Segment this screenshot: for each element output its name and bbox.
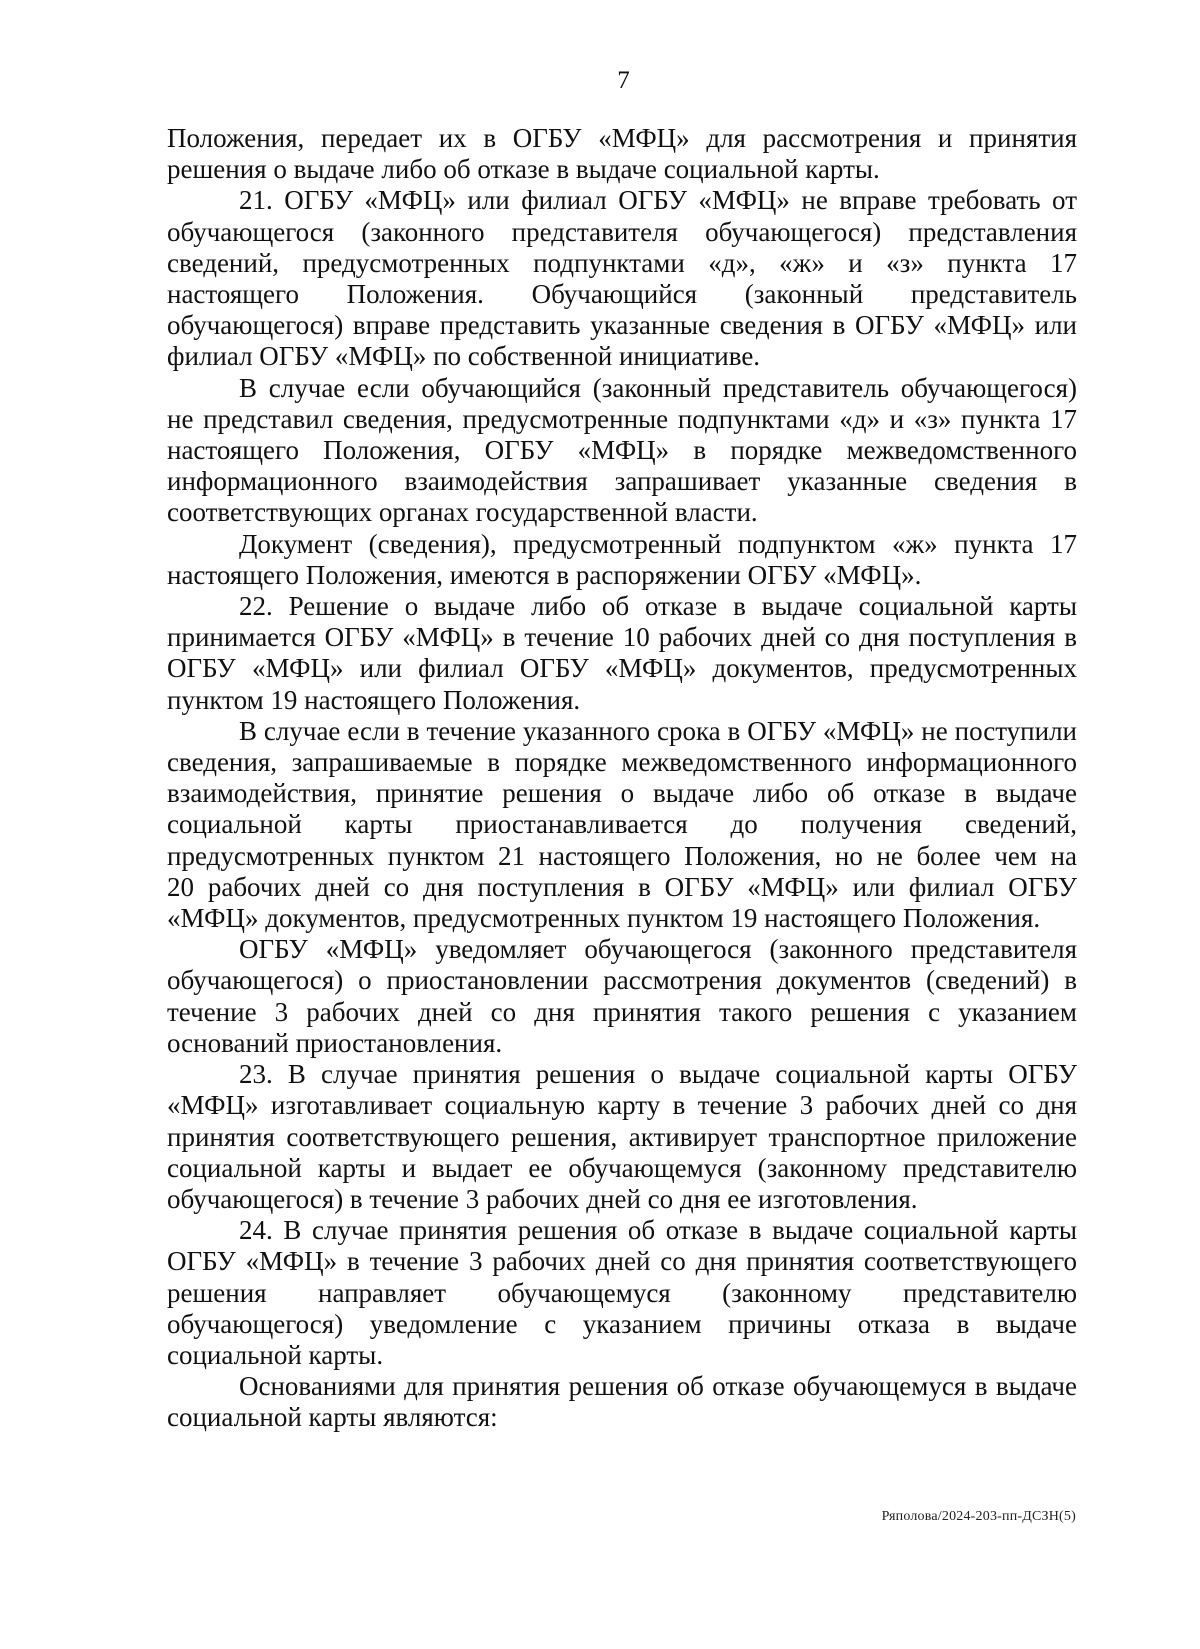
paragraph-item-21: 21. ОГБУ «МФЦ» или филиал ОГБУ «МФЦ» не вправе требовать от обучающегося (законного представителя обучающегося) представления сведений, предусмотренных подпунктами «д», «ж» и «з» пункта 17 настоящего Положения. Обучающийся (законный представитель обучающегося) вправе представить указанные сведения в ОГБУ «МФЦ» или филиал ОГБУ «МФЦ» по собственной инициативе. <box>167 185 1077 372</box>
paragraph-item-22-case: В случае если в течение указанного срока в ОГБУ «МФЦ» не поступили сведения, запрашиваемые в порядке межведомственного информационного взаимодействия, принятие решения о выдаче либо об отказе в выдаче социальной карты приостанавливается до получения сведений, предусмотренных пунктом 21 настоящего Положения, но не более чем на <box>167 715 1077 871</box>
paragraph-item-21-document: Документ (сведения), предусмотренный подпунктом «ж» пункта 17 настоящего Положения, имеются в распоряжении ОГБУ «МФЦ». <box>167 528 1077 590</box>
paragraph-item-22: 22. Решение о выдаче либо об отказе в выдаче социальной карты принимается ОГБУ «МФЦ» в течение 10 рабочих дней со дня поступления в ОГБУ «МФЦ» или филиал ОГБУ «МФЦ» документов, предусмотренных пунктом 19 настоящего Положения. <box>167 591 1077 715</box>
paragraph-item-22-notice: ОГБУ «МФЦ» уведомляет обучающегося (законного представителя обучающегося) о приостановлении рассмотрения документов (сведений) в течение 3 рабочих дней со дня принятия такого решения с указанием оснований приостановления. <box>167 934 1077 1058</box>
paragraph-item-22-case-continuation: 20 рабочих дней со дня поступления в ОГБУ «МФЦ» или филиал ОГБУ «МФЦ» документов, предусмотренных пунктом 19 настоящего Положения. <box>167 871 1077 934</box>
paragraph-item-24-grounds: Основаниями для принятия решения об отказе обучающемуся в выдаче социальной карты являются: <box>167 1371 1077 1433</box>
document-reference: Ряполова/2024-203-пп-ДСЗН(5) <box>881 1509 1076 1524</box>
page-number: 7 <box>617 67 630 94</box>
paragraph-continuation: Положения, передает их в ОГБУ «МФЦ» для рассмотрения и принятия решения о выдаче либо об отказе в выдаче социальной карты. <box>167 123 1077 185</box>
paragraph-item-23: 23. В случае принятия решения о выдаче социальной карты ОГБУ «МФЦ» изготавливает социальную карту в течение 3 рабочих дней со дня принятия соответствующего решения, активирует транспортное приложение социальной карты и выдает ее обучающемуся (законному представителю обучающегося) в течение 3 рабочих дней со дня ее изготовления. <box>167 1059 1077 1214</box>
paragraph-item-21-case: В случае если обучающийся (законный представитель обучающегося) не представил сведения, предусмотренные подпунктами «д» и «з» пункта 17 настоящего Положения, ОГБУ «МФЦ» в порядке межведомственного информационного взаимодействия запрашивает указанные сведения в соответствующих органах государственной власти. <box>167 372 1077 528</box>
paragraph-item-24: 24. В случае принятия решения об отказе в выдаче социальной карты ОГБУ «МФЦ» в течение 3 рабочих дней со дня принятия соответствующего решения направляет обучающемуся (законному представителю обучающегося) уведомление с указанием причины отказа в выдаче социальной карты. <box>167 1215 1077 1370</box>
document-body <box>167 123 1077 1434</box>
